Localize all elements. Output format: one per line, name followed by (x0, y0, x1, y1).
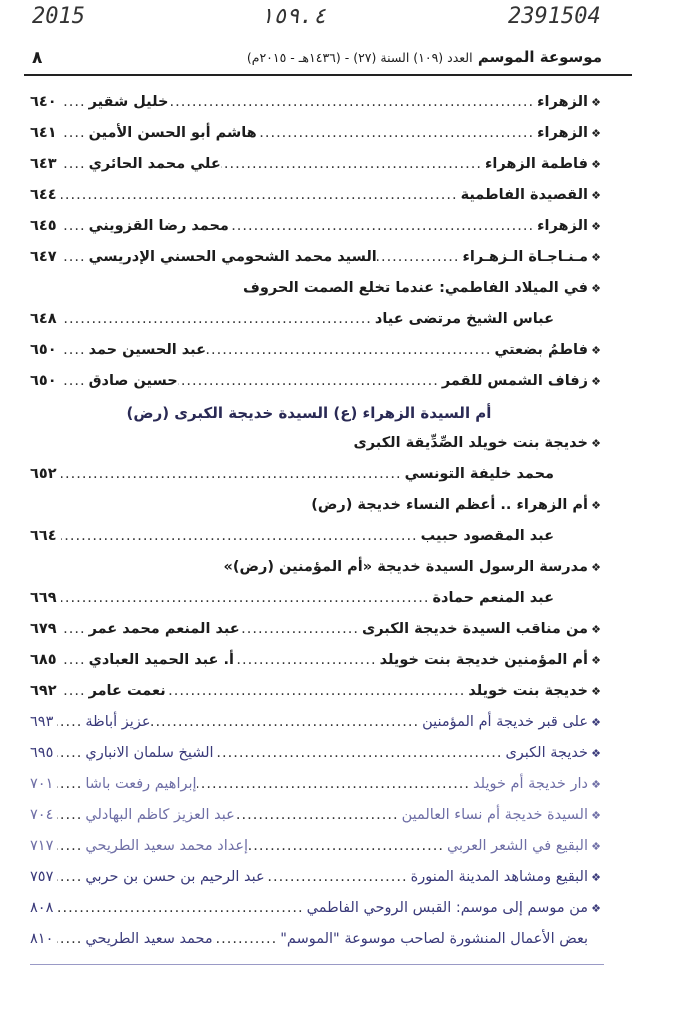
handwritten-classification: ١٥٩.٤ (260, 4, 327, 29)
toc-entry (30, 776, 604, 807)
entry-author: خليل شقير (88, 94, 169, 110)
entry-title: دار خديجة أم خويلد (473, 776, 588, 792)
entry-title: على قبر خديجة أم المؤمنين (422, 714, 588, 730)
entry-page-number: ٦٨٥ (30, 652, 57, 668)
entry-author: إعداد محمد سعيد الطريحي (85, 838, 249, 854)
bullet-icon: ❖ (591, 220, 601, 233)
dot-leader (240, 621, 362, 637)
dot-leader (61, 652, 89, 668)
entry-title: فاطمُ بضعتي (494, 342, 588, 358)
bullet-icon: ❖ (591, 189, 601, 202)
toc-entry (30, 404, 604, 435)
entry-page-number: ٦٥٢ (30, 466, 57, 482)
dot-leader (235, 807, 402, 823)
toc-entry (30, 745, 604, 776)
entry-page-number: ٦٩٣ (30, 714, 54, 730)
bullet-icon: ❖ (591, 716, 601, 729)
toc-entry (30, 807, 604, 838)
dot-leader (61, 249, 89, 265)
journal-name: موسوعة الموسم (477, 48, 602, 66)
toc-entry (30, 714, 604, 745)
entry-page-number: ٦٤٤ (30, 187, 57, 203)
toc-entry (30, 373, 604, 404)
toc-entry (30, 683, 604, 714)
dot-leader (61, 342, 89, 358)
dot-leader (61, 466, 405, 482)
section-heading: أم السيدة الزهراء (ع) السيدة خديجة الكبرى (رض) (126, 404, 492, 422)
bullet-icon: ❖ (591, 685, 601, 698)
dot-leader (61, 187, 461, 203)
entry-title: خديجة بنت خويلد الصِّدِّيقة الكبرى (353, 435, 588, 451)
entry-author: عزيز أباظة (85, 714, 151, 730)
toc-entry (30, 94, 604, 125)
bullet-icon: ❖ (591, 437, 601, 450)
entry-page-number: ٦٦٤ (30, 528, 57, 544)
toc-entry (30, 435, 604, 466)
entry-title: خديجة بنت خويلد (468, 683, 588, 699)
dot-leader (61, 94, 89, 110)
dot-leader (57, 838, 85, 854)
toc-entry (30, 249, 604, 280)
bullet-icon: ❖ (591, 344, 601, 357)
bullet-icon: ❖ (591, 96, 601, 109)
entry-page-number: ٦٤٥ (30, 218, 57, 234)
entry-title: بعض الأعمال المنشورة لصاحب موسوعة "الموسم" (280, 931, 588, 947)
entry-title: عباس الشيخ مرتضى عياد (374, 311, 554, 327)
toc-entry (30, 125, 604, 156)
bullet-icon: ❖ (591, 654, 601, 667)
bullet-icon: ❖ (591, 809, 601, 822)
page-number: ٨ (32, 48, 43, 68)
entry-author: السيد محمد الشحومي الحسني الإدريسي (88, 249, 377, 265)
toc-entry (30, 466, 604, 497)
dot-leader (178, 373, 442, 389)
handwritten-year: 2015 (32, 4, 85, 29)
handwritten-accession-number: 2391504 (508, 4, 601, 29)
running-header (24, 46, 632, 76)
entry-page-number: ٦٩٥ (30, 745, 54, 761)
bullet-icon: ❖ (591, 158, 601, 171)
dot-leader (234, 652, 380, 668)
toc-entry (30, 838, 604, 869)
entry-author: عبد العزيز كاظم البهادلي (85, 807, 235, 823)
entry-title: محمد خليفة التونسي (404, 466, 554, 482)
entry-author: أ. عبد الحميد العبادي (88, 652, 234, 668)
toc-entry (30, 528, 604, 559)
entry-author: محمد رضا القزويني (88, 218, 229, 234)
bullet-icon: ❖ (591, 499, 601, 512)
bullet-icon: ❖ (591, 282, 601, 295)
dot-leader (248, 838, 447, 854)
entry-title: مدرسة الرسول السيدة خديجة «أم المؤمنين (رض)» (223, 559, 588, 575)
dot-leader (221, 156, 485, 172)
dot-leader (206, 342, 494, 358)
entry-title: في الميلاد الفاطمي: عندما تخلع الصمت الحروف (243, 280, 588, 296)
dot-leader (61, 218, 89, 234)
dot-leader (61, 621, 89, 637)
dot-leader (57, 776, 85, 792)
bullet-icon: ❖ (591, 871, 601, 884)
entry-page-number: ٦٥٠ (30, 373, 57, 389)
entry-page-number: ٨١٠ (30, 931, 54, 947)
bullet-icon: ❖ (591, 747, 601, 760)
bullet-icon: ❖ (591, 375, 601, 388)
entry-page-number: ٦٤٠ (30, 94, 57, 110)
entry-page-number: ٧١٧ (30, 838, 54, 854)
dot-leader (61, 125, 89, 141)
entry-author: عبد الرحيم بن حسن بن حربي (85, 869, 265, 885)
dot-leader (257, 125, 537, 141)
entry-title: الزهراء (537, 218, 588, 234)
toc-entry (30, 342, 604, 373)
entry-author: حسين صادق (88, 373, 178, 389)
bullet-icon: ❖ (591, 561, 601, 574)
bullet-icon: ❖ (591, 127, 601, 140)
entry-page-number: ٧٠٤ (30, 807, 54, 823)
entry-author: محمد سعيد الطريحي (85, 931, 213, 947)
dot-leader (61, 683, 89, 699)
entry-title: السيدة خديجة أم نساء العالمين (401, 807, 588, 823)
dot-leader (61, 156, 89, 172)
toc-entry (30, 652, 604, 683)
entry-title: أم الزهراء .. أعظم النساء خديجة (رض) (311, 497, 588, 513)
entry-page-number: ٨٠٨ (30, 900, 54, 916)
dot-leader (57, 745, 85, 761)
entry-author: عبد الحسين حمد (88, 342, 206, 358)
toc-entry (30, 311, 604, 342)
entry-title: عبد المنعم حمادة (432, 590, 554, 606)
dot-leader (150, 714, 422, 730)
entry-author: عبد المنعم محمد عمر (88, 621, 240, 637)
dot-leader (213, 931, 281, 947)
dot-leader (61, 528, 421, 544)
dot-leader (168, 94, 537, 110)
dot-leader (229, 218, 537, 234)
table-of-contents (30, 94, 604, 965)
toc-entry (30, 156, 604, 187)
dot-leader (57, 900, 306, 916)
dot-leader (57, 931, 85, 947)
toc-entry (30, 218, 604, 249)
entry-page-number: ٦٧٩ (30, 621, 57, 637)
entry-title: من مناقب السيدة خديجة الكبرى (361, 621, 588, 637)
entry-title: من موسم إلى موسم: القبس الروحي الفاطمي (306, 900, 588, 916)
entry-page-number: ٦٩٢ (30, 683, 57, 699)
dot-leader (214, 745, 506, 761)
entry-title: القصيدة الفاطمية (460, 187, 588, 203)
entry-title: فاطمة الزهراء (484, 156, 588, 172)
entry-title: زفاف الشمس للقمر (441, 373, 588, 389)
entry-page-number: ٧٥٧ (30, 869, 54, 885)
entry-page-number: ٦٤٧ (30, 249, 57, 265)
entry-author: نعمت عامر (88, 683, 166, 699)
entry-page-number: ٧٠١ (30, 776, 54, 792)
bullet-icon: ❖ (591, 902, 601, 915)
dot-leader (265, 869, 411, 885)
entry-title: عبد المقصود حبيب (420, 528, 554, 544)
bullet-icon: ❖ (591, 778, 601, 791)
entry-title: البقيع في الشعر العربي (446, 838, 588, 854)
entry-title: البقيع ومشاهد المدينة المنورة (410, 869, 588, 885)
entry-page-number: ٦٦٩ (30, 590, 57, 606)
dot-leader (61, 311, 375, 327)
toc-entry (30, 559, 604, 590)
entry-author: إبراهيم رفعت باشا (85, 776, 197, 792)
entry-title: الزهراء (537, 94, 588, 110)
entry-title: الزهراء (537, 125, 588, 141)
entry-page-number: ٦٥٠ (30, 342, 57, 358)
dot-leader (377, 249, 463, 265)
toc-entry (30, 621, 604, 652)
entry-author: هاشم أبو الحسن الأمين (88, 125, 257, 141)
entry-title: أم المؤمنين خديجة بنت خويلد (379, 652, 588, 668)
entry-title: مـنـاجـاة الـزهـراء (462, 249, 588, 265)
dot-leader (61, 373, 89, 389)
dot-leader (166, 683, 469, 699)
bullet-icon: ❖ (591, 251, 601, 264)
dot-leader (57, 714, 85, 730)
toc-entry (30, 497, 604, 528)
toc-entry (30, 869, 604, 900)
entry-title: خديجة الكبرى (505, 745, 588, 761)
toc-entry (30, 280, 604, 311)
toc-entry (30, 187, 604, 218)
issue-info: العدد (١٠٩) السنة (٢٧) - (١٤٣٦هـ - ٢٠١٥م) (246, 50, 473, 65)
dot-leader (197, 776, 473, 792)
toc-entry (30, 590, 604, 621)
entry-author: علي محمد الحائري (88, 156, 221, 172)
entry-page-number: ٦٤٨ (30, 311, 57, 327)
journal-title (247, 48, 602, 66)
dot-leader (61, 590, 433, 606)
entry-page-number: ٦٤٣ (30, 156, 57, 172)
entry-page-number: ٦٤١ (30, 125, 57, 141)
toc-entry (30, 900, 604, 931)
dot-leader (57, 869, 85, 885)
dot-leader (57, 807, 85, 823)
bullet-icon: ❖ (591, 623, 601, 636)
toc-entry (30, 931, 604, 965)
entry-author: الشيخ سلمان الانباري (85, 745, 214, 761)
bullet-icon: ❖ (591, 840, 601, 853)
